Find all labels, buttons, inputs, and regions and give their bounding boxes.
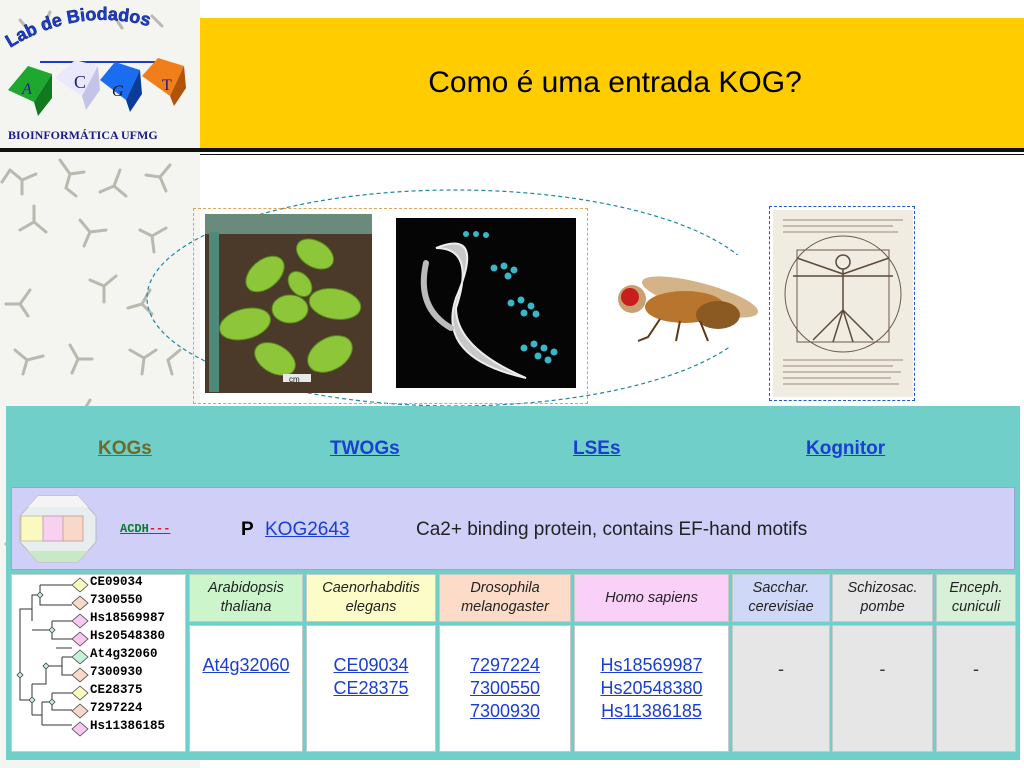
tree-leaf: At4g32060 [90,647,158,661]
species-genes-cell [832,625,933,752]
nav-twogs-link[interactable]: TWOGs [330,438,400,459]
gene-link[interactable]: 7297224 [469,655,541,675]
gene-link[interactable]: 7300550 [469,678,541,698]
lab-logo [0,0,200,150]
species-genes-cell [306,625,436,752]
no-ortholog-dash: - [879,659,886,679]
species-name-line: thaliana [220,599,272,615]
c-elegans-photo [396,218,576,388]
species-name-line: pombe [860,599,905,615]
species-name-line: elegans [345,599,397,615]
species-header [574,574,729,622]
vitruvian-man-drawing [773,210,913,397]
page-title: Como é uma entrada KOG? [428,66,802,99]
logo-block-c [55,60,100,110]
logo-block-t [142,58,186,106]
drosophila-photo [590,255,768,347]
species-name-line: cuniculi [951,599,1001,615]
vitruvian-man-frame [769,206,915,401]
svg-text:Lab de Biodados [2,4,153,51]
tree-leaf: Hs18569987 [90,611,166,625]
logo-block-a [8,66,52,116]
no-ortholog-dash: - [973,659,979,679]
species-name-line: Arabidopsis [208,580,284,596]
gene-link[interactable]: CE28375 [333,678,409,698]
logo-arc-text: Lab de Biodados [1,3,153,52]
logo-block-g [100,62,142,112]
species-header [732,574,830,622]
gene-link[interactable]: 7300930 [469,701,541,721]
species-name-line: Caenorhabditis [322,580,420,596]
species-name-line: Schizosac. [847,580,918,596]
logo-caption: BIOINFORMÁTICA UFMG [8,128,158,142]
tree-leaf: 7300930 [90,665,143,679]
nav-lses-link[interactable]: LSEs [573,438,621,459]
species-genes-cell [574,625,729,752]
species-header [832,574,933,622]
tree-leaf: 7297224 [90,701,143,715]
kog-description: Ca2+ binding protein, contains EF-hand motifs [416,519,808,540]
svg-text:T: T [162,77,172,94]
species-name-line: melanogaster [461,599,549,615]
gene-link[interactable]: Hs18569987 [600,655,703,675]
species-genes-cell [936,625,1016,752]
species-name-line: Drosophila [470,580,540,596]
species-name-line: cerevisiae [748,599,814,615]
tree-leaf: Hs11386185 [90,719,166,733]
tree-leaf: CE09034 [90,575,143,589]
svg-text:A: A [22,81,32,98]
tree-leaf: Hs20548380 [90,629,166,643]
kog-profile-code: ACDH--- [120,522,171,536]
kog-id-link[interactable]: KOG2643 [265,519,350,540]
species-genes-cell [189,625,303,752]
tree-leaf: CE28375 [90,683,143,697]
species-header [936,574,1016,622]
phylogenetic-pattern-icon [18,494,98,564]
plant-scale-label: cm [289,375,300,384]
species-header [189,574,303,622]
species-header [439,574,571,622]
svg-text:C: C [74,72,87,92]
kog-summary-row [11,487,1015,570]
nav-kognitor-link[interactable]: Kognitor [806,438,886,459]
species-name-line: Enceph. [949,580,1003,596]
species-header [306,574,436,622]
tree-leaf: 7300550 [90,593,143,607]
kog-category: P [241,519,254,540]
gene-link[interactable]: Hs20548380 [600,678,703,698]
gene-link[interactable]: Hs11386185 [601,701,702,721]
no-ortholog-dash: - [778,659,784,679]
header-divider-thin [200,154,1024,155]
svg-text:G: G [112,83,124,100]
arabidopsis-photo [205,214,372,393]
nav-kogs-link[interactable]: KOGs [98,438,152,459]
gene-tree-cell [11,574,186,752]
gene-link[interactable]: CE09034 [333,655,409,675]
species-name-line: Sacchar. [752,580,810,596]
species-genes-cell [439,625,571,752]
species-genes-cell [732,625,830,752]
species-name-line: Homo sapiens [605,589,698,606]
gene-link[interactable]: At4g32060 [202,655,290,675]
